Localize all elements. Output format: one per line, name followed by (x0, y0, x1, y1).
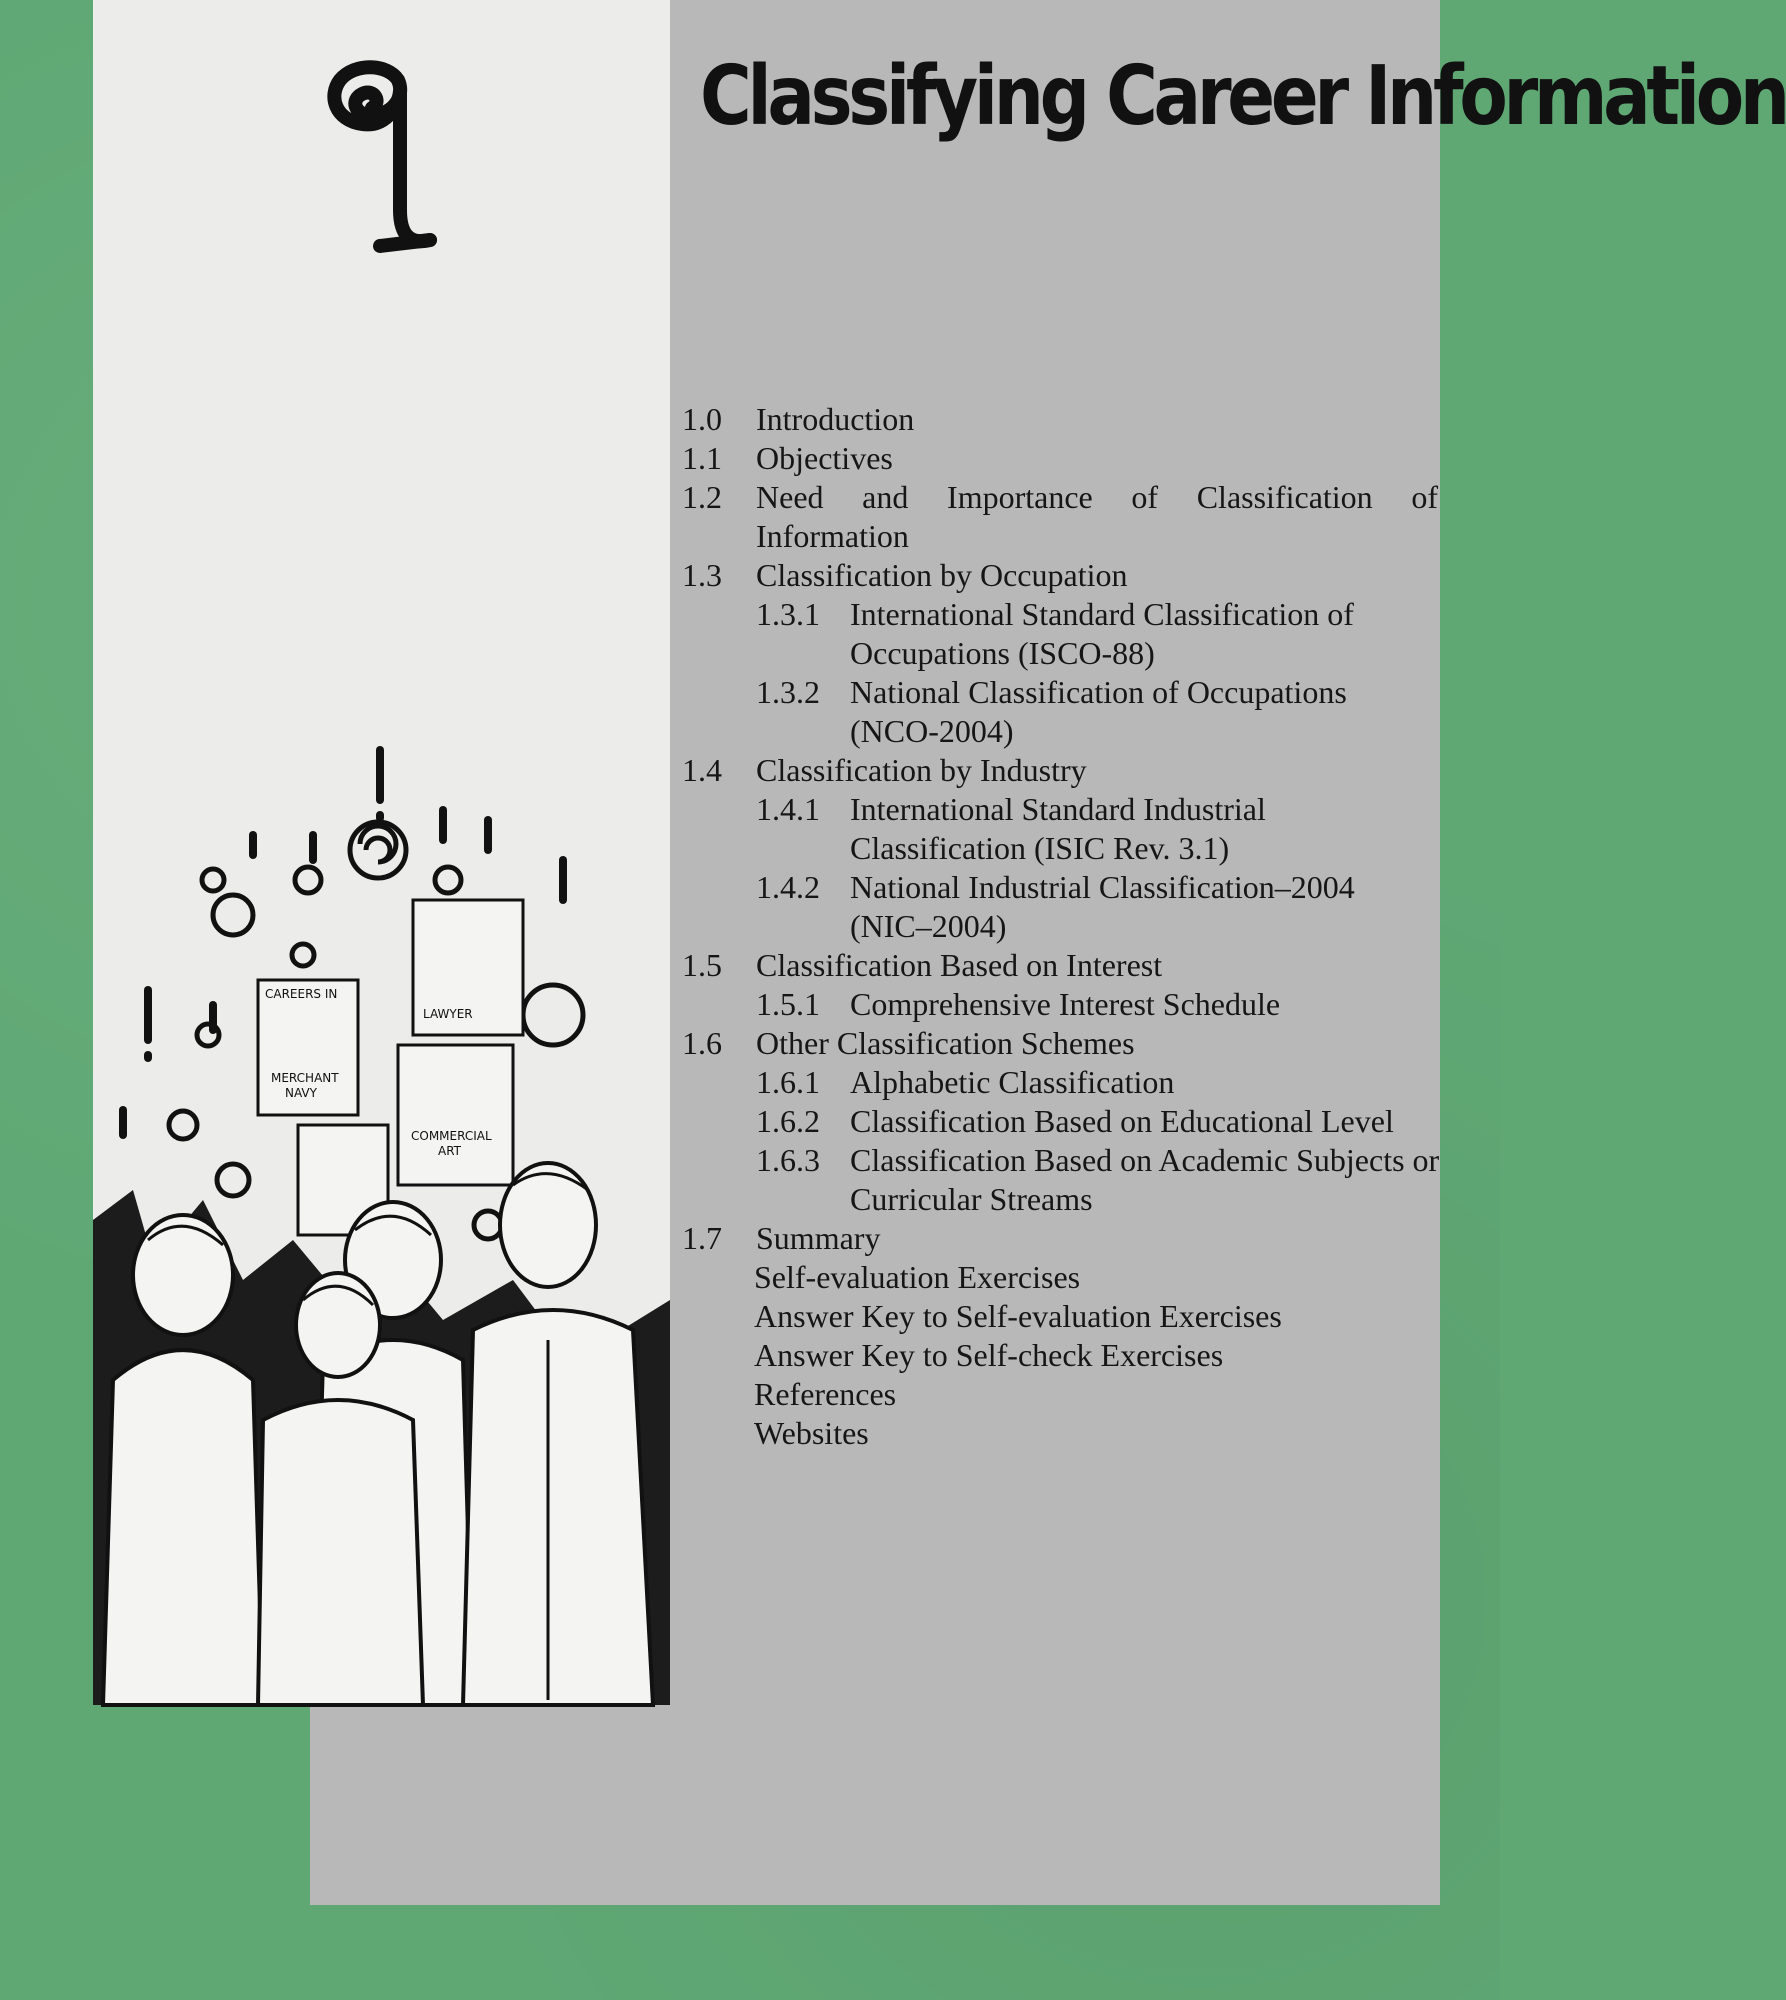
svg-text:COMMERCIAL: COMMERCIAL (411, 1129, 492, 1143)
toc-item (682, 556, 1442, 595)
toc-item (682, 1414, 1442, 1453)
toc-item-text: Websites (754, 1415, 869, 1451)
toc-item-text: References (754, 1376, 897, 1412)
toc-item (682, 478, 1442, 556)
table-of-contents (682, 400, 1442, 1453)
toc-item-text: Other Classification Schemes (756, 1025, 1135, 1061)
toc-item (682, 1141, 1442, 1219)
toc-item-text: Answer Key to Self-evaluation Exercises (754, 1298, 1282, 1334)
svg-text:ART: ART (438, 1144, 462, 1158)
toc-item (682, 400, 1442, 439)
toc-item-text: Self-evaluation Exercises (754, 1259, 1081, 1295)
toc-item-text: International Standard Classification of Occupations (ISCO-88) (850, 596, 1354, 671)
toc-item-number: 1.6 (682, 1025, 722, 1061)
toc-item (682, 985, 1442, 1024)
chapter-title: Classifying Career Information (700, 49, 1786, 144)
toc-item (682, 1024, 1442, 1063)
toc-item-number: 1.6.3 (756, 1142, 820, 1178)
toc-item-text: Alphabetic Classification (850, 1064, 1175, 1100)
toc-item-number: 1.1 (682, 440, 722, 476)
svg-text:MERCHANT: MERCHANT (271, 1071, 339, 1085)
toc-item-text: Classification Based on Educational Level (850, 1103, 1394, 1139)
toc-item (682, 946, 1442, 985)
toc-item-text: Need and Importance of Classification of Information (756, 479, 1438, 554)
toc-item-number: 1.7 (682, 1220, 722, 1256)
toc-item (682, 1102, 1442, 1141)
toc-item-number: 1.5 (682, 947, 722, 983)
toc-item-number: 1.3.1 (756, 596, 820, 632)
toc-item (682, 1063, 1442, 1102)
svg-text:LAWYER: LAWYER (423, 1007, 473, 1021)
toc-item (682, 1297, 1442, 1336)
toc-item-number: 1.0 (682, 401, 722, 437)
toc-item-text: Introduction (756, 401, 915, 437)
toc-item-text: Comprehensive Interest Schedule (850, 986, 1281, 1022)
toc-item (682, 1258, 1442, 1297)
toc-item-number: 1.6.2 (756, 1103, 820, 1139)
toc-item (682, 790, 1442, 868)
toc-item (682, 439, 1442, 478)
toc-item-text: Classification Based on Interest (756, 947, 1163, 983)
toc-item (682, 595, 1442, 673)
toc-item-text: National Industrial Classification–2004 (NIC–2004) (850, 869, 1355, 944)
toc-item-number: 1.2 (682, 479, 722, 515)
toc-item-text: Classification Based on Academic Subjects or Curricular Streams (850, 1142, 1440, 1217)
toc-item-text: Objectives (756, 440, 893, 476)
toc-item-number: 1.6.1 (756, 1064, 820, 1100)
toc-item-number: 1.4 (682, 752, 722, 788)
toc-item-text: Answer Key to Self-check Exercises (754, 1337, 1224, 1373)
students-career-board-illustration (93, 740, 670, 1705)
toc-item (682, 1219, 1442, 1258)
toc-item-number: 1.4.2 (756, 869, 820, 905)
toc-item-text: International Standard Industrial Classification (ISIC Rev. 3.1) (850, 791, 1266, 866)
toc-item-number: 1.3.2 (756, 674, 820, 710)
toc-item-number: 1.4.1 (756, 791, 820, 827)
toc-item (682, 1336, 1442, 1375)
toc-item (682, 868, 1442, 946)
toc-item-text: Classification by Industry (756, 752, 1087, 788)
toc-item (682, 673, 1442, 751)
toc-item (682, 1375, 1442, 1414)
toc-item (682, 751, 1442, 790)
toc-item-text: Classification by Occupation (756, 557, 1128, 593)
svg-text:CAREERS IN: CAREERS IN (265, 987, 338, 1001)
toc-item-number: 1.3 (682, 557, 722, 593)
toc-item-text: National Classification of Occupations (NCO-2004) (850, 674, 1347, 749)
svg-text:NAVY: NAVY (285, 1086, 317, 1100)
toc-item-text: Summary (756, 1220, 881, 1256)
chapter-number-icon (300, 60, 440, 270)
toc-item-number: 1.5.1 (756, 986, 820, 1022)
